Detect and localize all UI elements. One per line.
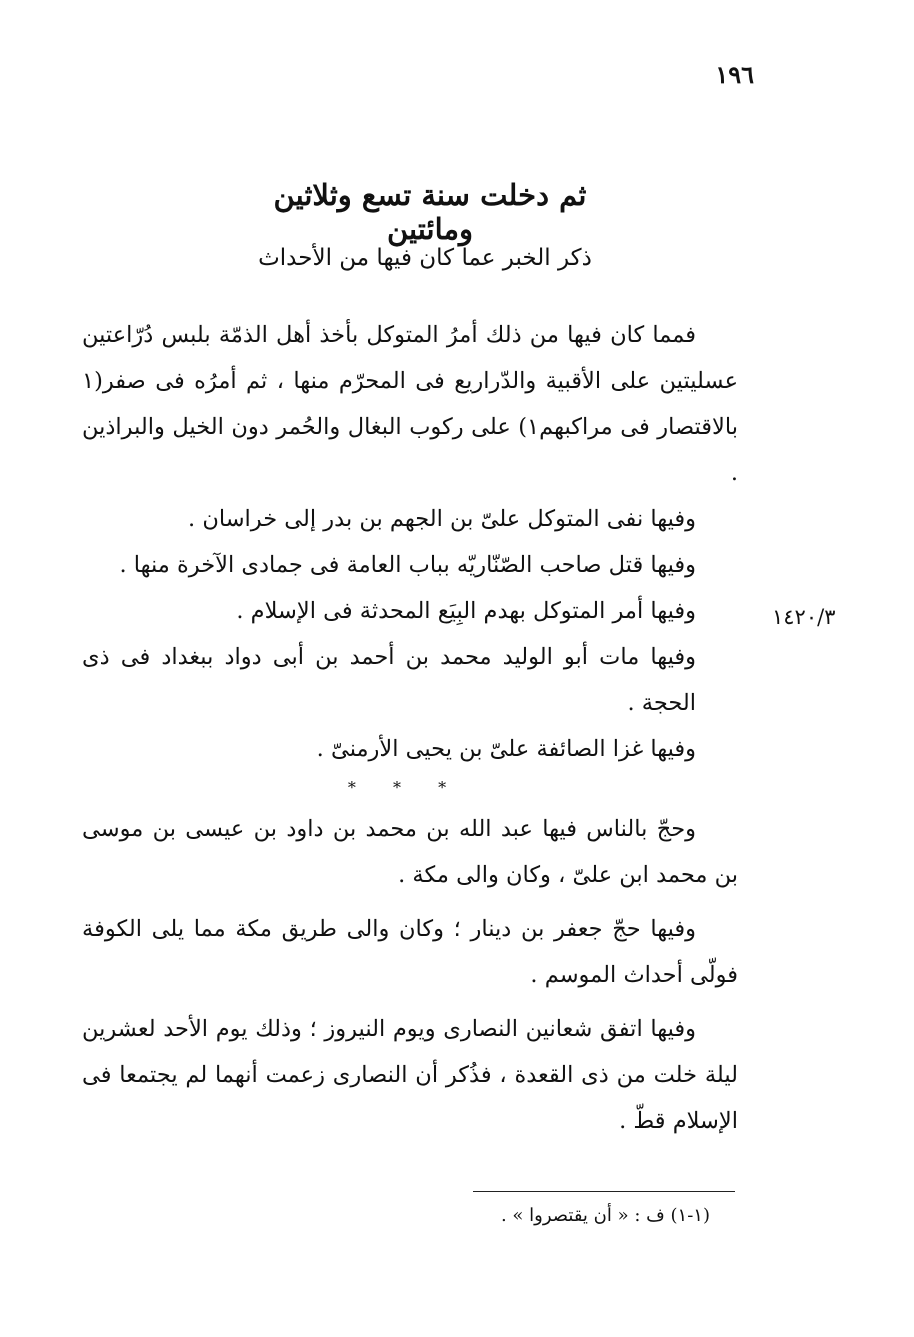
- section-subtitle: ذكر الخبر عما كان فيها من الأحداث: [258, 245, 592, 271]
- paragraph: فمما كان فيها من ذلك أمرُ المتوكل بأخذ أهل الذمّة بلبس دُرّاعتين عسليتين على الأقبية والدّراريع فى المحرّم منها ، ثم أمرُه فى صفر(١ بالاقتصار فى مراكبهم١) على ركوب البغال والحُمر دون الخيل والبراذين .: [82, 322, 738, 486]
- paragraph: وحجّ بالناس فيها عبد الله بن محمد بن داود بن عيسى بن موسى بن محمد ابن علىّ ، وكان والى مكة .: [82, 816, 738, 888]
- paragraph: وفيها مات أبو الوليد محمد بن أحمد بن أبى دواد ببغداد فى ذى الحجة .: [82, 644, 696, 716]
- section-title: ثم دخلت سنة تسع وثلاثين ومائتين: [273, 178, 587, 246]
- paragraph: وفيها نفى المتوكل علىّ بن الجهم بن بدر إلى خراسان .: [188, 506, 696, 532]
- margin-reference: ١٤٢٠/٣: [772, 605, 836, 629]
- paragraph: وفيها اتفق شعانين النصارى ويوم النيروز ؛ وذلك يوم الأحد لعشرين ليلة خلت من ذى القعدة ، فذُكر أن النصارى زعمت أنهما لم يجتمعا فى الإسلام قطّ .: [82, 1016, 738, 1134]
- body-text: [82, 312, 738, 1144]
- footnote-divider: [473, 1191, 735, 1192]
- paragraph: وفيها غزا الصائفة علىّ بن يحيى الأرمنىّ .: [316, 736, 696, 762]
- paragraph: وفيها حجّ جعفر بن دينار ؛ وكان والى طريق مكة مما يلى الكوفة فولّى أحداث الموسم .: [82, 916, 738, 988]
- paragraph: وفيها أمر المتوكل بهدم البِيَع المحدثة فى الإسلام .: [236, 598, 696, 624]
- paragraph: وفيها قتل صاحب الصّنّاريّه بباب العامة فى جمادى الآخرة منها .: [119, 552, 696, 578]
- footnote: (١-١) ف : « أن يقتصروا » .: [500, 1205, 710, 1226]
- section-separator: * * *: [347, 778, 463, 797]
- page-number: ١٩٦: [715, 60, 754, 89]
